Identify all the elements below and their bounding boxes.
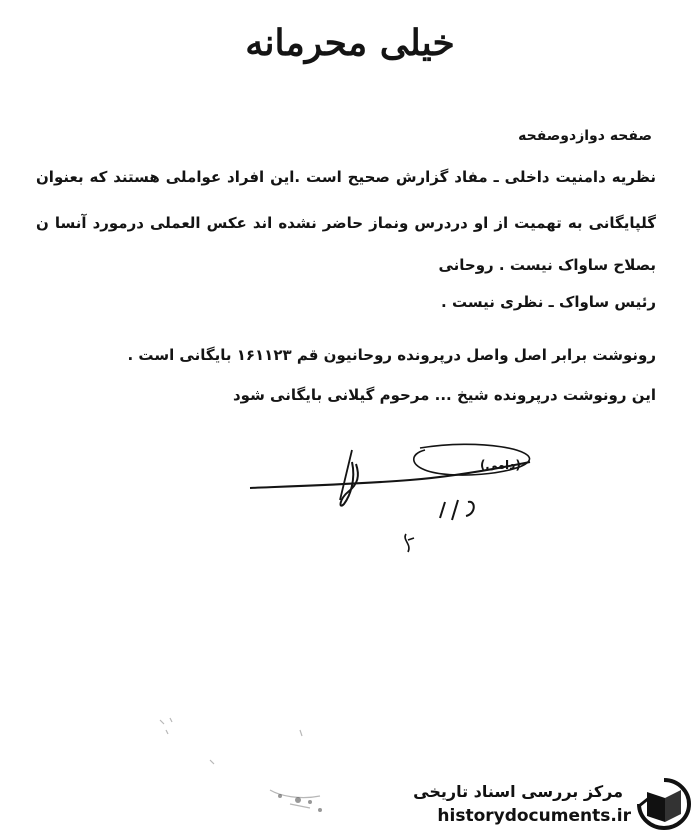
watermark-name: مرکز بررسی اسناد تاریخی	[413, 782, 623, 801]
page-reference-line: صفحه دوازدوصفحه	[518, 128, 652, 144]
scan-smudges	[150, 700, 370, 838]
body-line-2: گلپایگانی به تهمیت از او دردرس ونماز حاضر نشده اند عکس العملی درمورد آنسا ن	[36, 214, 656, 232]
body-line-1: نظریه دامنیت داخلی ـ مفاد گزارش صحیح است .این افراد عواملی هستند که بعنوان	[36, 168, 656, 186]
body-line-3: بصلاح ساواک نیست . روحانی	[438, 256, 656, 274]
classification-title: خیلی محرمانه	[245, 22, 455, 64]
body-line-4: رئیس ساواک ـ نظری نیست .	[441, 293, 656, 311]
filing-note-line: این رونوشت درپرونده شیخ ... مرحوم گیلانی بایگانی شود	[232, 386, 656, 404]
watermark-logo	[413, 774, 695, 834]
signature-note: (دامی)	[480, 458, 521, 472]
watermark-url: historydocuments.ir	[437, 806, 631, 826]
book-emblem-icon	[635, 776, 693, 832]
copy-note-line: رونوشت برابر اصل واصل درپرونده روحانیون قم ۱۶۱۱۲۳ بایگانی است .	[127, 346, 656, 364]
